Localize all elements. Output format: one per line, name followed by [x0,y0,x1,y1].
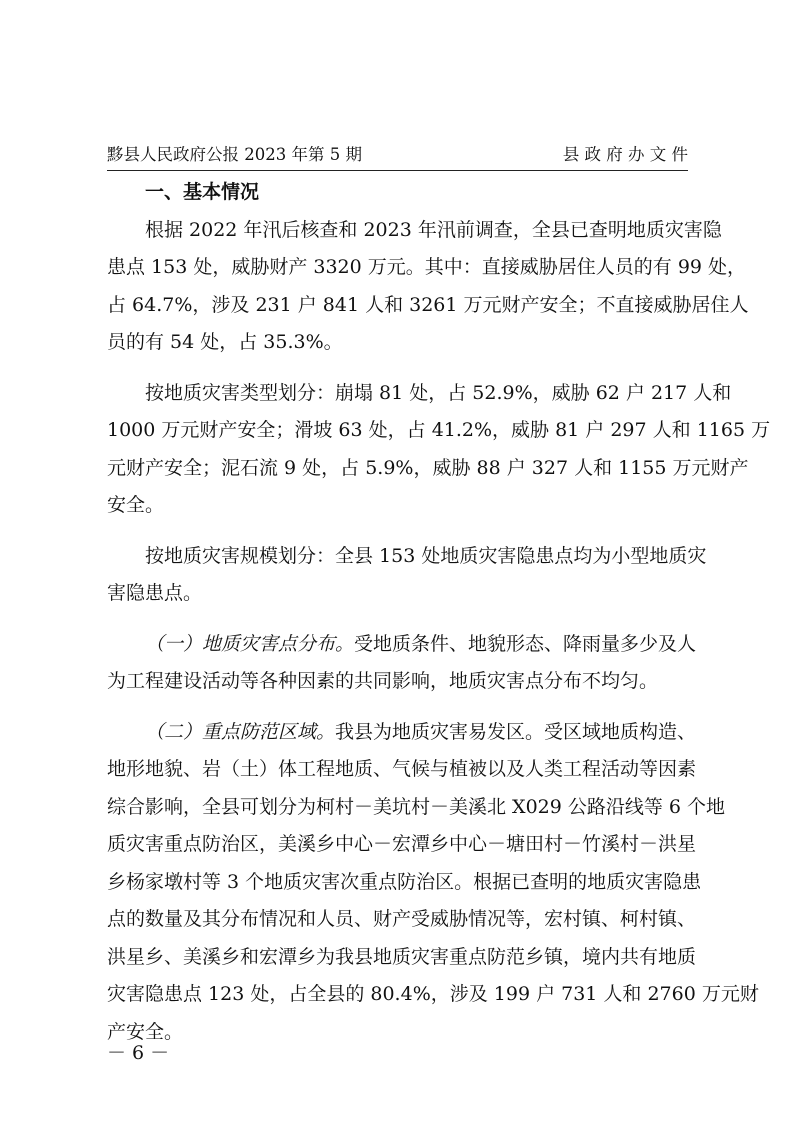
section-heading: 一、基本情况 [145,181,260,203]
p1-line: 患点 153 处，威胁财产 3320 万元。其中：直接威胁居住人员的有 99 处， [107,256,747,278]
header-publication: 黟县人民政府公报 2023 年第 5 期 [107,145,362,164]
p5-line: 质灾害重点防治区，美溪乡中心－宏潭乡中心－塘田村－竹溪村－洪星 [107,833,697,855]
p3-line: 害隐患点。 [107,582,203,604]
p2-line: 安全。 [107,494,165,516]
p5-line: 综合影响，全县可划分为柯村－美坑村－美溪北 X029 公路沿线等 6 个地 [107,795,726,818]
header-section: 县 政 府 办 文 件 [562,145,688,164]
p1-line: 根据 2022 年汛后核查和 2023 年汛前调查，全县已查明地质灾害隐 [145,218,722,241]
subsection-title: （一）地质灾害点分布。 [145,632,355,655]
p5-line: 乡杨家墩村等 3 个地质灾害次重点防治区。根据已查明的地质灾害隐患 [107,870,702,893]
page-number: － 6 － [107,1042,170,1064]
p5-text: 我县为地质灾害易发区。受区域地质构造、 [335,720,697,743]
p2-line: 按地质灾害类型划分：崩塌 81 处，占 52.9%，威胁 62 户 217 人和 [145,381,732,404]
document-body [107,174,771,1051]
p4-line [107,626,697,664]
p4-line: 为工程建设活动等各种因素的共同影响，地质灾害点分布不均匀。 [107,670,659,692]
p2-line: 元财产安全；泥石流 9 处，占 5.9%，威胁 88 户 327 人和 1155 万元财产 [107,456,749,479]
p5-line [107,714,697,752]
header-rule [107,170,688,171]
p5-line: 地形地貌、岩（土）体工程地质、气候与植被以及人类工程活动等因素 [107,758,697,780]
p1-line: 占 64.7%，涉及 231 户 841 人和 3261 万元财产安全；不直接威胁居住人 [107,293,749,316]
p3-line: 按地质灾害规模划分：全县 153 处地质灾害隐患点均为小型地质灾 [145,544,707,567]
p5-line: 灾害隐患点 123 处，占全县的 80.4%，涉及 199 户 731 人和 2760 万元财 [107,983,759,1005]
subsection-title: （二）重点防范区域。 [145,720,336,743]
page-header [107,140,688,166]
p5-line: 洪星乡、美溪乡和宏潭乡为我县地质灾害重点防范乡镇，境内共有地质 [107,945,697,968]
p5-line: 点的数量及其分布情况和人员、财产受威胁情况等，宏村镇、柯村镇、 [107,908,697,930]
p1-line: 员的有 54 处，占 35.3%。 [107,331,343,353]
p4-text: 受地质条件、地貌形态、降雨量多少及人 [354,632,697,655]
p5-line: 产安全。 [107,1020,184,1043]
p2-line: 1000 万元财产安全；滑坡 63 处，占 41.2%，威胁 81 户 297 人和 1165 万 [107,419,771,441]
